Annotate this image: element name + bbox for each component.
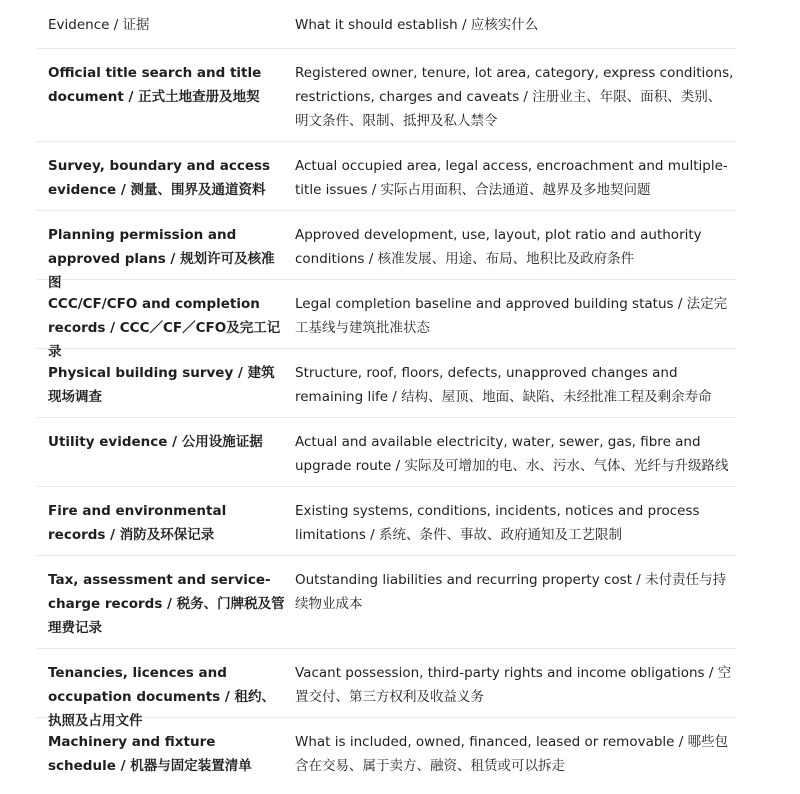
column-header-evidence: Evidence / 证据 bbox=[48, 17, 150, 33]
establish-cell: Actual and available electricity, water, sewer, gas, fibre and upgrade route / 实际及可增加的电、水、污水、气体、光纤与升级路线 bbox=[295, 434, 729, 474]
establish-cell: Structure, roof, floors, defects, unapproved changes and remaining life / 结构、屋顶、地面、缺陷、未经批准工程及剩余寿命 bbox=[295, 365, 712, 405]
table-row bbox=[36, 487, 736, 556]
evidence-cell: Physical building survey / 建筑现场调查 bbox=[48, 365, 275, 405]
table-header-row bbox=[36, 0, 736, 49]
table-row bbox=[36, 718, 736, 794]
evidence-cell: Machinery and fixture schedule / 机器与固定装置清单 bbox=[48, 734, 252, 774]
establish-cell: Actual occupied area, legal access, encroachment and multiple-title issues / 实际占用面积、合法通道、越界及多地契问题 bbox=[295, 158, 728, 198]
table-row bbox=[36, 418, 736, 487]
establish-cell: Existing systems, conditions, incidents, notices and process limitations / 系统、条件、事故、政府通知及工艺限制 bbox=[295, 503, 700, 543]
evidence-cell: Tax, assessment and service-charge records / 税务、门牌税及管理费记录 bbox=[48, 572, 285, 636]
evidence-table bbox=[36, 0, 736, 794]
table-row bbox=[36, 349, 736, 418]
establish-cell: Legal completion baseline and approved building status / 法定完工基线与建筑批准状态 bbox=[295, 296, 728, 336]
table-row bbox=[36, 280, 736, 360]
table-row bbox=[36, 142, 736, 211]
establish-cell: Vacant possession, third-party rights and income obligations / 空置交付、第三方权利及收益义务 bbox=[295, 665, 732, 705]
evidence-cell: CCC/CF/CFO and completion records / CCC／CF／CFO及完工记录 bbox=[48, 296, 281, 360]
evidence-cell: Utility evidence / 公用设施证据 bbox=[48, 434, 263, 450]
evidence-cell: Tenancies, licences and occupation documents / 租约、执照及占用文件 bbox=[48, 665, 276, 729]
table-row bbox=[36, 49, 736, 142]
evidence-cell: Survey, boundary and access evidence / 测量、围界及通道资料 bbox=[48, 158, 271, 198]
establish-cell: Outstanding liabilities and recurring property cost / 未付责任与持续物业成本 bbox=[295, 572, 727, 612]
table-row bbox=[36, 649, 736, 729]
evidence-cell: Planning permission and approved plans / 规划许可及核准图 bbox=[48, 227, 275, 291]
table-row bbox=[36, 556, 736, 649]
establish-cell: Registered owner, tenure, lot area, category, express conditions, restrictions, charges and caveats / 注册业主、年限、面积、类别、明文条件、限制、抵押及私人禁令 bbox=[295, 65, 734, 129]
evidence-cell: Fire and environmental records / 消防及环保记录 bbox=[48, 503, 227, 543]
evidence-cell: Official title search and title document / 正式土地查册及地契 bbox=[48, 65, 262, 105]
establish-cell: Approved development, use, layout, plot ratio and authority conditions / 核准发展、用途、布局、地积比及政府条件 bbox=[295, 227, 702, 267]
establish-cell: What is included, owned, financed, leased or removable / 哪些包含在交易、属于卖方、融资、租赁或可以拆走 bbox=[295, 734, 729, 774]
table-row bbox=[36, 211, 736, 291]
column-header-establish: What it should establish / 应核实什么 bbox=[295, 17, 539, 33]
